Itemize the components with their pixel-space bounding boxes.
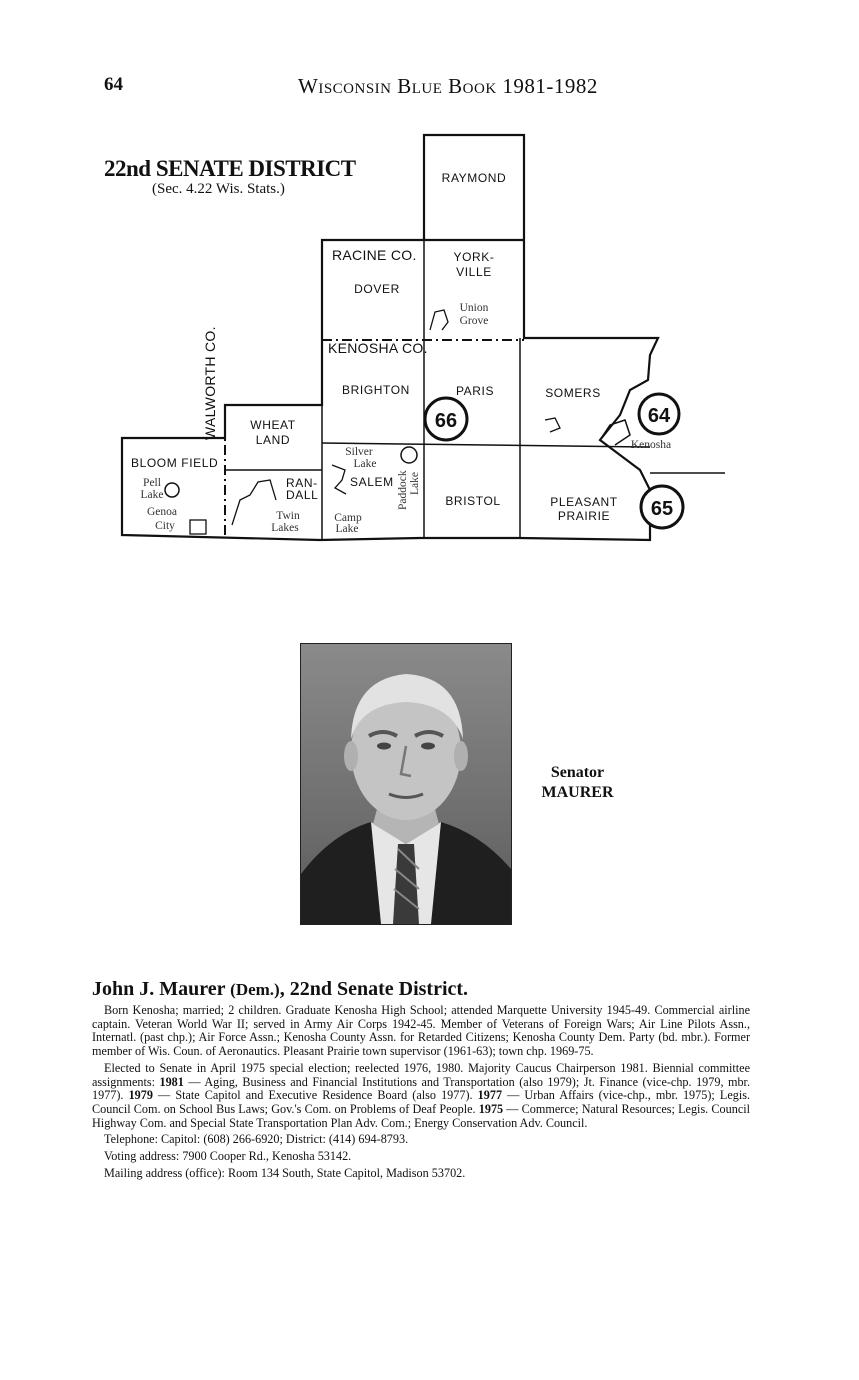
year-1975: 1975 [478, 1101, 504, 1116]
place-union-grove-1: Union [459, 302, 489, 314]
place-union-grove-2: Grove [459, 315, 489, 327]
town-raymond: RAYMOND [441, 171, 507, 185]
place-twin-lakes-1: Twin [276, 510, 300, 522]
bio-legislative-1979: — State Capitol and Executive Residence Board (also 1977). [152, 1088, 478, 1103]
photo-caption [520, 763, 635, 803]
town-randall-1: RAN- [286, 476, 318, 490]
bio-voting-address: Voting address: 7900 Cooper Rd., Kenosha 53142. [104, 1149, 352, 1164]
place-kenosha: Kenosha [630, 439, 672, 451]
place-paddock-lake-2: Lake [409, 472, 421, 495]
district-subtitle: (Sec. 4.22 Wis. Stats.) [152, 181, 285, 197]
assembly-district-66: 66 [434, 410, 458, 432]
running-head: Wisconsin Blue Book 1981-1982 [298, 74, 598, 98]
page-number: 64 [104, 74, 123, 95]
town-bloomfield: BLOOM FIELD [131, 456, 219, 470]
year-1979: 1979 [128, 1088, 153, 1103]
town-wheatland-2: LAND [255, 433, 291, 447]
bio-legislative-1981: — Aging, Business and Financial Institutions and Transportation (also 1979); Jt. Finance (vice-chp. 1979, mbr. 1977). [92, 1074, 750, 1103]
town-bristol: BRISTOL [445, 494, 501, 508]
place-paddock-lake-1: Paddock [397, 470, 409, 510]
town-salem: SALEM [350, 475, 394, 489]
bio-mailing-address: Mailing address (office): Room 134 South, State Capitol, Madison 53702. [104, 1165, 466, 1180]
bio-legislative-1975: — Commerce; Natural Resources; Legis. Council Highway Com. and Special State Transportation Plan Adv. Com.; Energy Conservation Adv. Council. [92, 1101, 751, 1130]
town-randall-2: DALL [286, 488, 319, 502]
town-brighton: BRIGHTON [342, 383, 410, 397]
place-silver-lake-2: Lake [353, 458, 377, 470]
bio-legislative-intro: Elected to Senate in April 1975 special election; reelected 1976, 1980. Majority Caucus Chairperson 1981. Biennial committee assignments: [92, 1060, 750, 1089]
place-camp-lake-2: Lake [335, 523, 359, 535]
year-1981: 1981 [159, 1074, 184, 1089]
senator-portrait [300, 643, 512, 925]
senator-name: John J. Maurer [92, 978, 226, 1000]
biography-text [92, 1004, 750, 1183]
racine-county-label: RACINE CO. [332, 247, 417, 263]
party-affiliation: (Dem.) [230, 980, 280, 999]
town-dover: DOVER [354, 282, 400, 296]
district-title: 22nd SENATE DISTRICT [104, 156, 356, 181]
assembly-district-65: 65 [650, 498, 674, 520]
place-pell-lake-1: Pell [143, 477, 161, 489]
bio-telephone: Telephone: Capitol: (608) 266-6920; District: (414) 694-8793. [104, 1132, 409, 1147]
town-pleasant-prairie-2: PRAIRIE [557, 509, 611, 523]
bio-paragraph-personal: Born Kenosha; married; 2 children. Graduate Kenosha High School; attended Marquette University 1945-49. Commercial airline captain. Veteran World War II; served in Army Air Corps 1942-45. Member of Veterans of Foreign Wars; Air Line Pilots Assn., Internatl. (past chp.); Air Force Assn.; Kenosha County Assn. for Retarded Citizens; Kenosha County Dem. Party (bd. mbr.). Former member of Wis. Coun. of Aeronautics. Pleasant Prairie town supervisor (1961-63); town chp. 1969-75. [92, 1003, 750, 1059]
town-somers: SOMERS [545, 386, 601, 400]
town-paris: PARIS [455, 384, 495, 398]
bio-paragraph-legislative [92, 1062, 750, 1131]
town-wheatland-1: WHEAT [250, 418, 296, 432]
biography-heading [92, 978, 468, 1001]
town-pleasant-prairie-1: PLEASANT [550, 495, 618, 509]
district-designation: , 22nd Senate District. [279, 978, 469, 1000]
year-1977: 1977 [477, 1088, 503, 1103]
portrait-figure [301, 644, 511, 924]
place-pell-lake-2: Lake [140, 489, 164, 501]
place-silver-lake-1: Silver [345, 446, 373, 458]
town-yorkville-2: VILLE [456, 265, 492, 279]
assembly-district-64: 64 [647, 405, 671, 427]
town-yorkville-1: YORK- [453, 250, 495, 264]
caption-surname: MAURER [541, 784, 614, 801]
senate-district-map [0, 0, 859, 600]
place-camp-lake-1: Camp [334, 512, 362, 524]
bio-legislative-1977: — Urban Affairs (vice-chp., mbr. 1975); Legis. Council Com. on School Bus Laws; Gov.'s Com. on Problems of Deaf People. [92, 1088, 751, 1116]
caption-title: Senator [550, 764, 605, 781]
place-twin-lakes-2: Lakes [271, 522, 299, 534]
kenosha-county-label: KENOSHA CO. [328, 340, 428, 356]
place-genoa-city-2: City [155, 520, 175, 532]
walworth-county-label: WALWORTH CO. [202, 326, 218, 440]
place-genoa-city-1: Genoa [146, 506, 178, 518]
